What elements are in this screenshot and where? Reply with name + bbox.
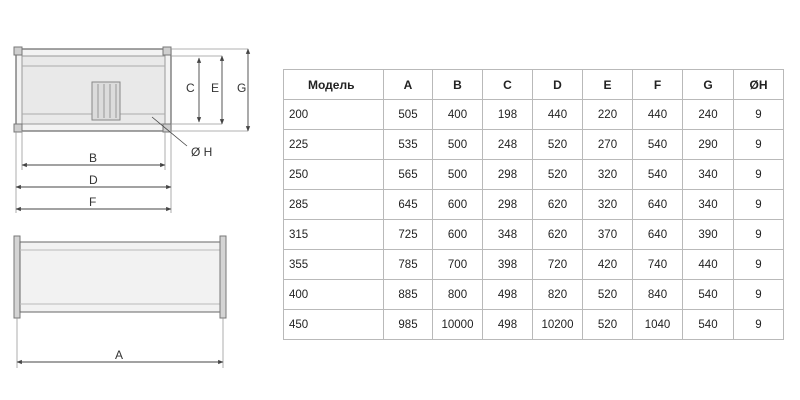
table-row bbox=[284, 310, 784, 340]
cell-c: 198 bbox=[483, 100, 533, 130]
cell-a: 725 bbox=[384, 220, 433, 250]
cell-model: 400 bbox=[284, 280, 384, 310]
cell-b: 10000 bbox=[433, 310, 483, 340]
cell-d: 620 bbox=[533, 220, 583, 250]
table-row bbox=[284, 250, 784, 280]
cell-e: 220 bbox=[583, 100, 633, 130]
cell-hole-diameter: 9 bbox=[734, 130, 784, 160]
table-row bbox=[284, 130, 784, 160]
cell-model: 315 bbox=[284, 220, 384, 250]
dim-label-e: E bbox=[211, 81, 220, 95]
cell-g: 240 bbox=[683, 100, 734, 130]
cell-model: 225 bbox=[284, 130, 384, 160]
cell-a: 565 bbox=[384, 160, 433, 190]
dim-label-c: C bbox=[186, 81, 195, 95]
cell-f: 1040 bbox=[633, 310, 683, 340]
cell-model: 450 bbox=[284, 310, 384, 340]
table-header-row bbox=[284, 70, 784, 100]
header-g: G bbox=[683, 70, 734, 100]
cell-hole-diameter: 9 bbox=[734, 280, 784, 310]
cell-b: 700 bbox=[433, 250, 483, 280]
cell-b: 500 bbox=[433, 160, 483, 190]
cell-hole-diameter: 9 bbox=[734, 160, 784, 190]
cell-g: 340 bbox=[683, 160, 734, 190]
side-view-housing bbox=[14, 236, 226, 318]
duct-fan-dimension-drawing bbox=[0, 0, 270, 400]
cell-c: 498 bbox=[483, 280, 533, 310]
header-model: Модель bbox=[284, 70, 384, 100]
cell-model: 355 bbox=[284, 250, 384, 280]
cell-f: 740 bbox=[633, 250, 683, 280]
cell-hole-diameter: 9 bbox=[734, 310, 784, 340]
cell-d: 10200 bbox=[533, 310, 583, 340]
cell-a: 885 bbox=[384, 280, 433, 310]
cell-b: 800 bbox=[433, 280, 483, 310]
dim-label-g: G bbox=[237, 81, 247, 95]
dimensions-table bbox=[283, 69, 784, 340]
header-d: D bbox=[533, 70, 583, 100]
cell-e: 270 bbox=[583, 130, 633, 160]
cell-f: 640 bbox=[633, 190, 683, 220]
cell-f: 540 bbox=[633, 130, 683, 160]
cell-e: 320 bbox=[583, 160, 633, 190]
cell-d: 440 bbox=[533, 100, 583, 130]
cell-hole-diameter: 9 bbox=[734, 190, 784, 220]
cell-d: 520 bbox=[533, 160, 583, 190]
cell-hole-diameter: 9 bbox=[734, 250, 784, 280]
table-row bbox=[284, 100, 784, 130]
cell-a: 645 bbox=[384, 190, 433, 220]
cell-e: 320 bbox=[583, 190, 633, 220]
cell-hole-diameter: 9 bbox=[734, 100, 784, 130]
cell-g: 390 bbox=[683, 220, 734, 250]
cell-d: 720 bbox=[533, 250, 583, 280]
cell-b: 600 bbox=[433, 220, 483, 250]
cell-f: 440 bbox=[633, 100, 683, 130]
cell-f: 840 bbox=[633, 280, 683, 310]
header-f: F bbox=[633, 70, 683, 100]
cell-g: 290 bbox=[683, 130, 734, 160]
cell-a: 505 bbox=[384, 100, 433, 130]
dim-label-a: A bbox=[115, 348, 124, 362]
dim-label-hole: Ø H bbox=[191, 145, 213, 159]
cell-model: 200 bbox=[284, 100, 384, 130]
table-row bbox=[284, 190, 784, 220]
dim-label-f: F bbox=[89, 195, 97, 209]
cell-g: 540 bbox=[683, 310, 734, 340]
cell-e: 370 bbox=[583, 220, 633, 250]
cell-c: 298 bbox=[483, 190, 533, 220]
cell-e: 520 bbox=[583, 310, 633, 340]
cell-c: 398 bbox=[483, 250, 533, 280]
cell-c: 248 bbox=[483, 130, 533, 160]
table-body bbox=[284, 100, 784, 340]
cell-hole-diameter: 9 bbox=[734, 220, 784, 250]
table-row bbox=[284, 160, 784, 190]
cell-model: 250 bbox=[284, 160, 384, 190]
cell-b: 500 bbox=[433, 130, 483, 160]
cell-a: 535 bbox=[384, 130, 433, 160]
cell-a: 785 bbox=[384, 250, 433, 280]
cell-e: 420 bbox=[583, 250, 633, 280]
cell-c: 348 bbox=[483, 220, 533, 250]
cell-d: 520 bbox=[533, 130, 583, 160]
dim-label-d: D bbox=[89, 173, 98, 187]
table-row bbox=[284, 280, 784, 310]
header-a: A bbox=[384, 70, 433, 100]
header-hole-diameter: ØH bbox=[734, 70, 784, 100]
table-row bbox=[284, 220, 784, 250]
cell-d: 620 bbox=[533, 190, 583, 220]
dim-label-b: B bbox=[89, 151, 98, 165]
cell-g: 440 bbox=[683, 250, 734, 280]
cell-b: 400 bbox=[433, 100, 483, 130]
cell-e: 520 bbox=[583, 280, 633, 310]
cell-c: 498 bbox=[483, 310, 533, 340]
cell-b: 600 bbox=[433, 190, 483, 220]
front-view-housing bbox=[14, 47, 171, 132]
cell-f: 640 bbox=[633, 220, 683, 250]
header-e: E bbox=[583, 70, 633, 100]
cell-g: 540 bbox=[683, 280, 734, 310]
cell-d: 820 bbox=[533, 280, 583, 310]
cell-g: 340 bbox=[683, 190, 734, 220]
header-c: C bbox=[483, 70, 533, 100]
cell-c: 298 bbox=[483, 160, 533, 190]
cell-model: 285 bbox=[284, 190, 384, 220]
cell-f: 540 bbox=[633, 160, 683, 190]
cell-a: 985 bbox=[384, 310, 433, 340]
header-b: B bbox=[433, 70, 483, 100]
